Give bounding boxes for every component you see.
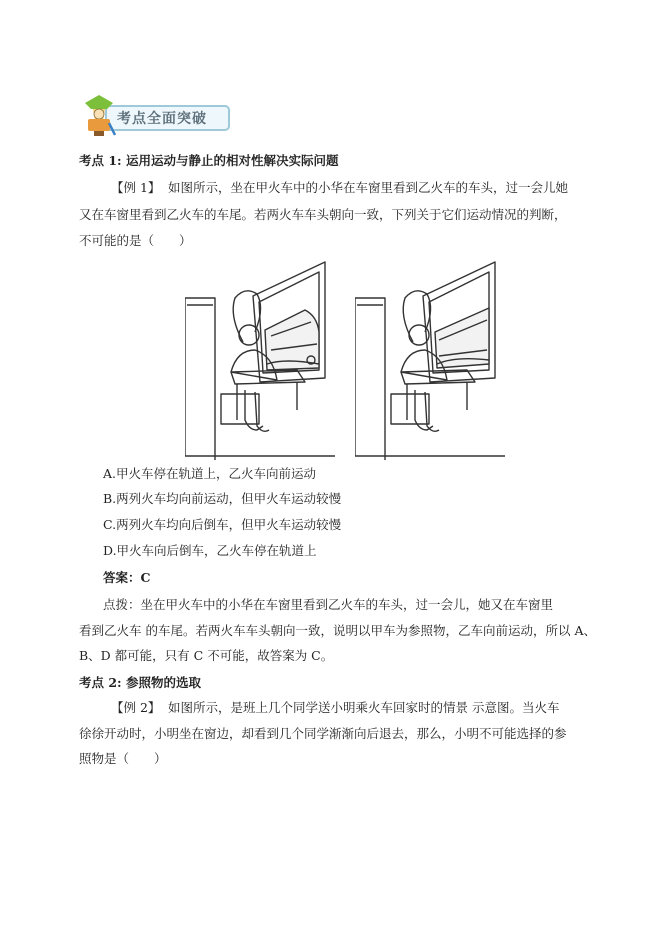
section-banner xyxy=(79,93,232,135)
figure-train-tail xyxy=(355,260,505,460)
point1-heading: 考点 1: 运用运动与静止的相对性解决实际问题 xyxy=(79,153,339,168)
option-c: C.两列火车均向后倒车，但甲火车运动较慢 xyxy=(103,517,342,532)
answer-value: C xyxy=(140,570,151,585)
pencil-mascot-icon xyxy=(79,93,119,137)
hint-line-1: 点拨：坐在甲火车中的小华在车窗里看到乙火车的车头，过一会儿，她又在车窗里 xyxy=(103,597,554,612)
example1-question-line-2: 又在车窗里看到乙火车的车尾。若两火车车头朝向一致，下列关于它们运动情况的判断， xyxy=(79,207,567,222)
option-a: A.甲火车停在轨道上，乙火车向前运动 xyxy=(103,466,317,481)
banner-title: 考点全面突破 xyxy=(117,111,207,127)
example1-question-line-1: 如图所示，坐在甲火车中的小华在车窗里看到乙火车的车头，过一会儿她 xyxy=(168,180,569,195)
option-d: D.甲火车向后倒车，乙火车停在轨道上 xyxy=(103,543,317,558)
answer-label: 答案： xyxy=(103,570,141,585)
example1-label: 【例 1】 xyxy=(111,180,161,195)
hint-line-2: 看到乙火车 的车尾。若两火车车头朝向一致，说明以甲车为参照物，乙车向前运动，所以 A、 xyxy=(79,623,596,638)
example2-question-line-3: 照物是（ ） xyxy=(79,751,167,766)
example2-question-line-2: 徐徐开动时，小明坐在窗边，却看到几个同学渐渐向后退去，那么，小明不可能选择的参 xyxy=(79,726,567,741)
option-b: B.两列火车均向前运动，但甲火车运动较慢 xyxy=(103,491,342,506)
example2-label: 【例 2】 xyxy=(111,700,161,715)
answer xyxy=(103,570,150,586)
example1-question-line-3: 不可能的是（ ） xyxy=(79,233,192,248)
hint-line-3: B、D 都可能，只有 C 不可能，故答案为 C。 xyxy=(79,648,334,663)
example2-question-line-1: 如图所示，是班上几个同学送小明乘火车回家时的情景 示意图。当火车 xyxy=(168,700,560,715)
figure-train-front xyxy=(185,260,335,460)
point2-heading: 考点 2: 参照物的选取 xyxy=(79,675,202,690)
